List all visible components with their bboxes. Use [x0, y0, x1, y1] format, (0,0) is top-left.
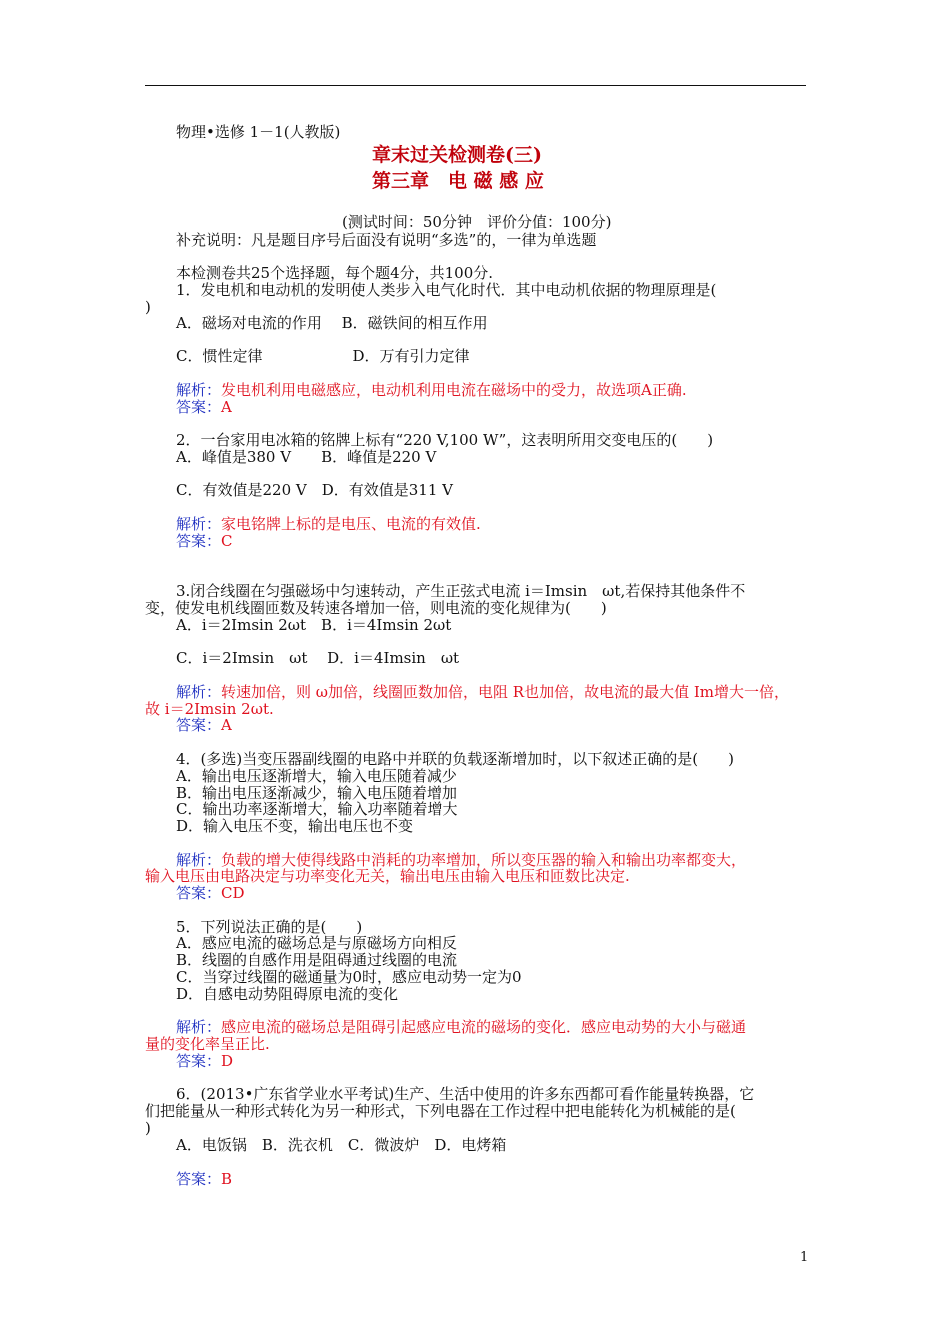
- question-4-stem: 4．(多选)当变压器副线圈的电路中并联的负载逐渐增加时，以下叙述正确的是( ): [176, 750, 734, 768]
- question-4-analysis-text: 输入电压由电路决定与功率变化无关，输出电压由输入电压和匝数比决定.: [145, 867, 630, 885]
- question-4-option: A．输出电压逐渐增大，输入电压随着减少: [176, 767, 457, 785]
- question-1-option: A．磁场对电流的作用 B．磁铁间的相互作用: [176, 314, 488, 332]
- question-6-answer: [176, 1170, 232, 1188]
- question-1-option: C．惯性定律 D．万有引力定律: [176, 347, 470, 365]
- question-3-answer: [176, 716, 232, 734]
- question-2-stem: 2．一台家用电冰箱的铭牌上标有“220 V,100 W”，这表明所用交变电压的( ): [176, 431, 714, 449]
- question-3-stem: 变，使发电机线圈匝数及转速各增加一倍，则电流的变化规律为( ): [145, 599, 607, 617]
- page-number: 1: [800, 1250, 809, 1265]
- analysis-text: 转速加倍，则 ω加倍，线圈匝数加倍，电阻 R也加倍，故电流的最大值 Im增大一倍，: [221, 683, 789, 701]
- analysis-label: 解析：: [176, 381, 222, 399]
- analysis-label: 解析：: [176, 1018, 222, 1036]
- subject-line: 物理•选修 1－1(人教版): [176, 123, 341, 141]
- question-2-answer: [176, 532, 233, 550]
- test-info: (测试时间：50分钟 评价分值：100分): [342, 213, 612, 231]
- question-6-stem: 们把能量从一种形式转化为另一种形式，下列电器在工作过程中把电能转化为机械能的是(: [145, 1102, 736, 1120]
- analysis-text: 感应电流的磁场总是阻碍引起感应电流的磁场的变化．感应电动势的大小与磁通: [221, 1018, 747, 1036]
- question-3-analysis: [176, 683, 789, 701]
- question-3-option: A．i＝2Imsin 2ωt B．i＝4Imsin 2ωt: [176, 616, 452, 634]
- question-2-option: C．有效值是220 V D．有效值是311 V: [176, 481, 453, 499]
- answer-label: 答案：: [176, 716, 222, 734]
- answer-value: B: [221, 1170, 233, 1188]
- question-5-option: D．自感电动势阻碍原电流的变化: [176, 985, 399, 1003]
- answer-label: 答案：: [176, 532, 222, 550]
- answer-value: A: [221, 398, 232, 416]
- answer-value: C: [221, 532, 233, 550]
- answer-label: 答案：: [176, 398, 222, 416]
- question-5-option: B．线圈的自感作用是阻碍通过线圈的电流: [176, 951, 458, 969]
- question-6-stem: ): [145, 1119, 151, 1137]
- question-6-option: A．电饭锅 B．洗衣机 C．微波炉 D．电烤箱: [176, 1136, 507, 1154]
- question-5-option: A．感应电流的磁场总是与原磁场方向相反: [176, 934, 457, 952]
- question-5-option: C．当穿过线圈的磁通量为0时，感应电动势一定为0: [176, 968, 522, 986]
- question-6-stem: 6．(2013•广东省学业水平考试)生产、生活中使用的许多东西都可看作能量转换器，它: [176, 1085, 755, 1103]
- question-1-analysis: [176, 381, 687, 399]
- answer-label: 答案：: [176, 1170, 222, 1188]
- analysis-label: 解析：: [176, 683, 222, 701]
- question-5-analysis-text: 量的变化率呈正比.: [145, 1035, 270, 1053]
- document-title: 章末过关检测卷(三): [372, 144, 542, 166]
- question-4-option: C．输出功率逐渐增大，输入功率随着增大: [176, 800, 458, 818]
- question-4-answer: [176, 884, 245, 902]
- question-1-stem: 1．发电机和电动机的发明使人类步入电气化时代．其中电动机依据的物理原理是(: [176, 281, 717, 299]
- test-intro: 本检测卷共25个选择题，每个题4分，共100分.: [176, 264, 494, 282]
- analysis-label: 解析：: [176, 851, 222, 869]
- question-1-answer: [176, 398, 232, 416]
- chapter-title: 第三章 电 磁 感 应: [372, 170, 544, 192]
- answer-label: 答案：: [176, 1052, 222, 1070]
- answer-value: CD: [221, 884, 245, 902]
- question-5-answer: [176, 1052, 233, 1070]
- question-4-option: B．输出电压逐渐减少，输入电压随着增加: [176, 784, 458, 802]
- answer-value: D: [221, 1052, 234, 1070]
- question-3-stem: 3.闭合线圈在匀强磁场中匀速转动，产生正弦式电流 i＝Imsin ωt,若保持其他条件不: [176, 582, 746, 600]
- question-3-analysis-text: 故 i＝2Imsin 2ωt.: [145, 700, 274, 718]
- question-1-stem: ): [145, 298, 151, 316]
- header-rule: [145, 85, 806, 86]
- supplementary-note: 补充说明：凡是题目序号后面没有说明“多选”的，一律为单选题: [176, 231, 597, 249]
- question-4-option: D．输入电压不变，输出电压也不变: [176, 817, 414, 835]
- question-5-stem: 5．下列说法正确的是( ): [176, 918, 363, 936]
- analysis-text: 发电机利用电磁感应，电动机利用电流在磁场中的受力，故选项A正确.: [221, 381, 687, 399]
- analysis-label: 解析：: [176, 515, 222, 533]
- question-2-analysis: [176, 515, 481, 533]
- question-5-analysis: [176, 1018, 746, 1036]
- question-2-option: A．峰值是380 V B．峰值是220 V: [176, 448, 437, 466]
- analysis-text: 家电铭牌上标的是电压、电流的有效值.: [221, 515, 481, 533]
- question-3-option: C．i＝2Imsin ωt D．i＝4Imsin ωt: [176, 649, 460, 667]
- answer-label: 答案：: [176, 884, 222, 902]
- answer-value: A: [221, 716, 232, 734]
- analysis-text: 负载的增大使得线路中消耗的功率增加，所以变压器的输入和输出功率都变大，: [221, 851, 747, 869]
